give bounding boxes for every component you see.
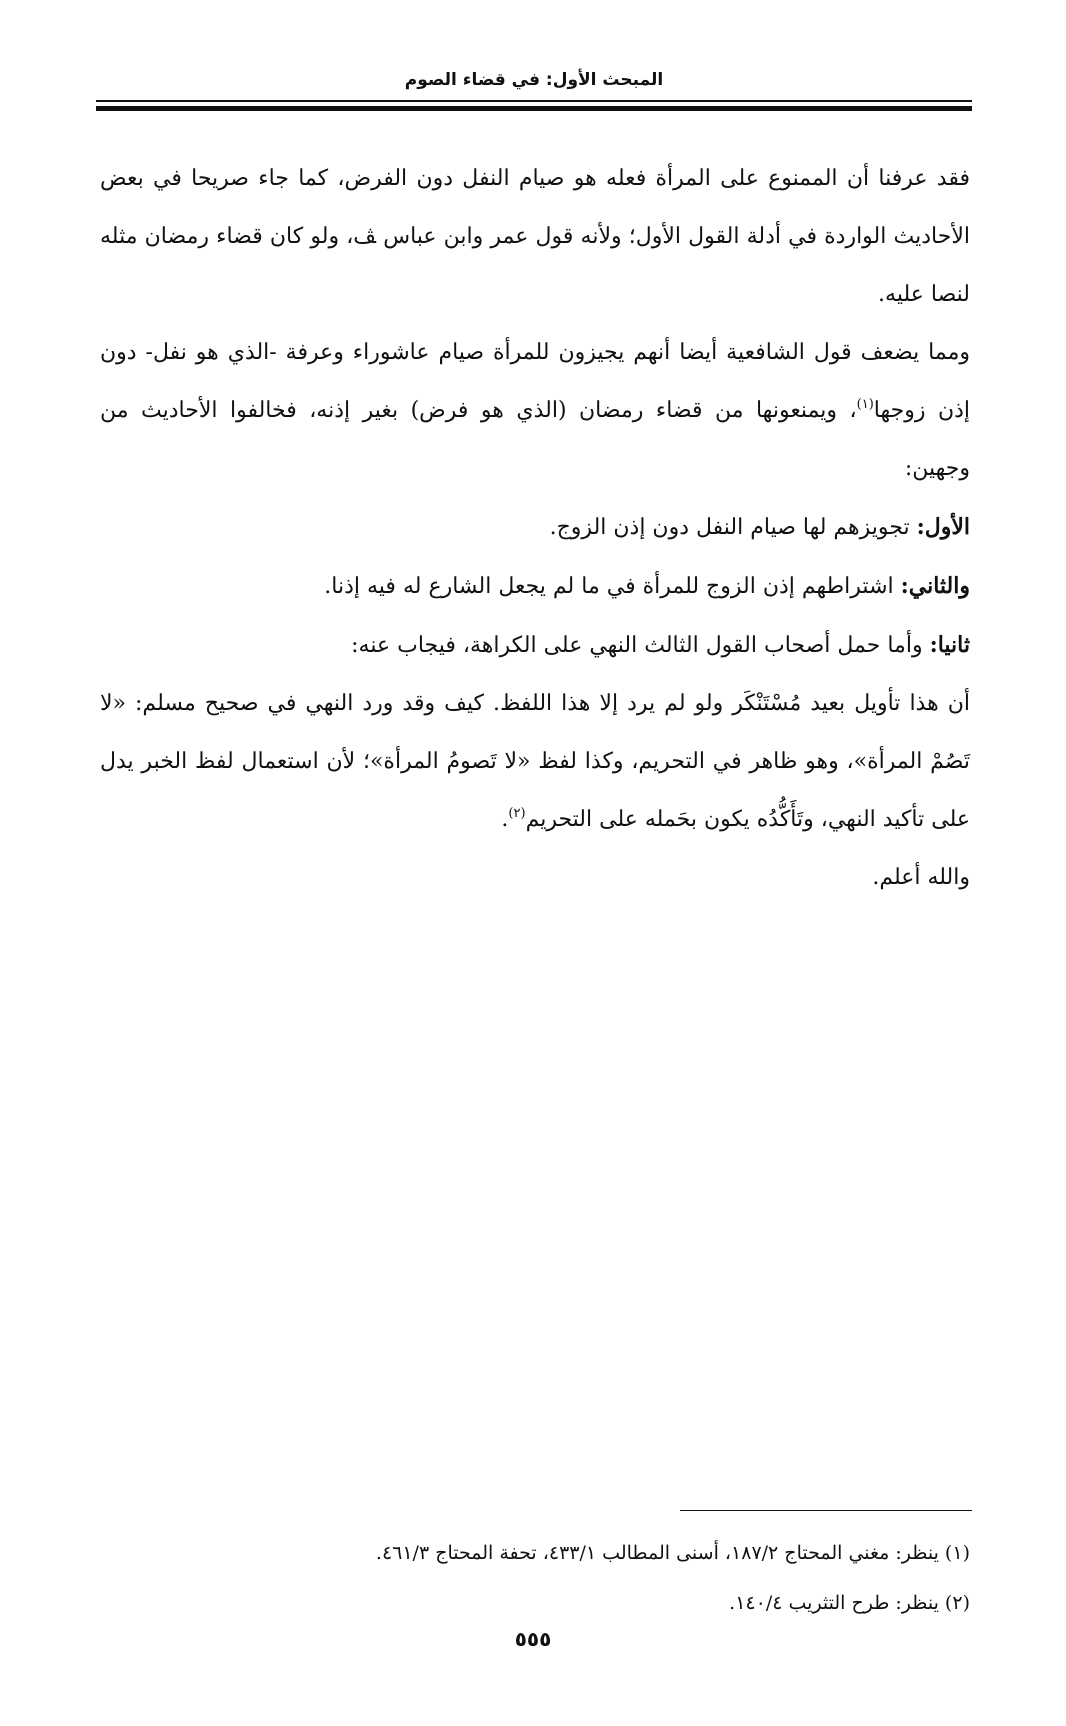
- point-second-text: اشتراطهم إذن الزوج للمرأة في ما لم يجعل الشارع له فيه إذنا.: [324, 574, 901, 599]
- footnote-1: (١) ينظر: مغني المحتاج ١٨٧/٢، أسنى المطالب ٤٣٣/١، تحفة المحتاج ٤٦١/٣.: [375, 1542, 970, 1564]
- paragraph-2-text-a: ومما يضعف قول الشافعية أيضا أنهم يجيزون للمرأة صيام عاشوراء وعرفة -الذي هو نفل- دون إذن زوجها: [100, 340, 971, 423]
- closing-line: والله أعلم.: [872, 865, 970, 890]
- footnotes: [100, 1528, 970, 1628]
- paragraph-6-text-a: أن هذا تأويل بعيد مُسْتَنْكَر ولو لم يرد إلا هذا اللفظ. كيف وقد ورد النهي في صحيح مسلم: «لا تَصُمْ المرأة»، وهو ظاهر في التحريم، وكذا لفظ «لا تَصومُ المرأة»؛ لأن استعمال لفظ الخبر يدل على تأكيد النهي، وتَأَكُّدُه يكون بحَمله على التحريم: [100, 691, 970, 832]
- header-rule-thick: [96, 106, 972, 111]
- point-secondly: [100, 616, 970, 675]
- point-secondly-label: ثانيا:: [929, 632, 970, 658]
- paragraph-2: [100, 324, 970, 498]
- footnote-separator: [680, 1510, 972, 1511]
- footnote-ref-1[interactable]: (١): [856, 397, 874, 412]
- point-first-label: الأول:: [916, 514, 970, 540]
- paragraph-1: فقد عرفنا أن الممنوع على المرأة فعله هو صيام النفل دون الفرض، كما جاء صريحا في بعض الأحاديث الواردة في أدلة القول الأول؛ ولأنه قول عمر وابن عباس ﭫ، ولو كان قضاء رمضان مثله لنصا عليه.: [100, 166, 970, 307]
- page-number: ٥٥٥: [514, 1627, 552, 1651]
- point-secondly-text: وأما حمل أصحاب القول الثالث النهي على الكراهة، فيجاب عنه:: [351, 633, 930, 658]
- point-first: [100, 498, 970, 557]
- point-second-label: والثاني:: [900, 573, 970, 599]
- footnote-2: (٢) ينظر: طرح التثريب ١٤٠/٤.: [729, 1592, 970, 1614]
- paragraph-2-text-b: ، ويمنعونها من قضاء رمضان (الذي هو فرض) بغير إذنه، فخالفوا الأحاديث من وجهين:: [100, 398, 970, 481]
- point-second: [100, 557, 970, 616]
- footnote-ref-2[interactable]: (٢): [508, 806, 526, 821]
- paragraph-6: [100, 675, 970, 849]
- point-first-text: تجويزهم لها صيام النفل دون إذن الزوج.: [549, 515, 917, 540]
- header-rule-thin: [96, 100, 972, 102]
- main-text: [100, 150, 970, 907]
- paragraph-6-text-b: .: [501, 807, 509, 832]
- running-header: المبحث الأول: في قضاء الصوم: [404, 70, 664, 90]
